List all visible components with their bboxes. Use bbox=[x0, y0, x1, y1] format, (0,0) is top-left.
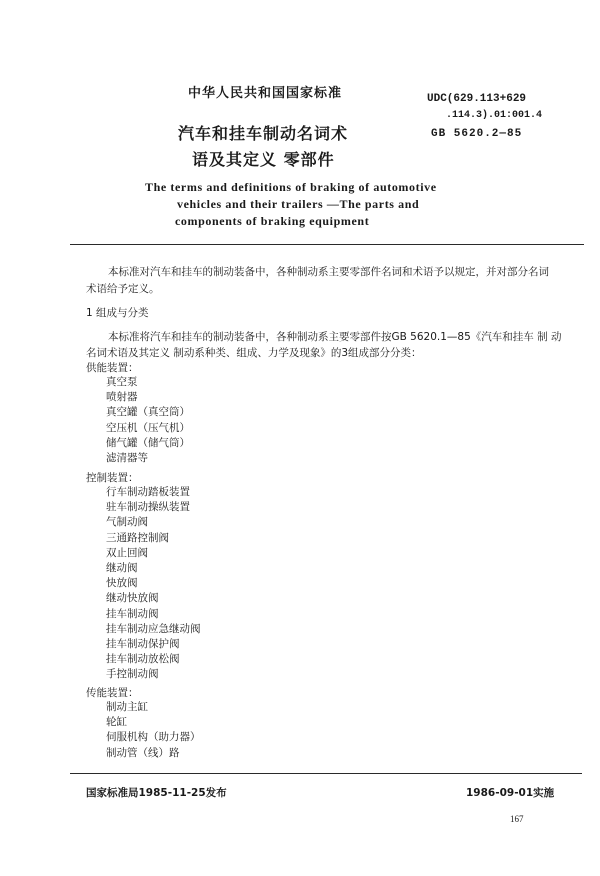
transmission-items-list bbox=[106, 700, 201, 761]
udc-code-continued: .114.3).01:001.4 bbox=[446, 110, 543, 121]
country-standard-heading: 中华人民共和国国家标准 bbox=[188, 86, 343, 101]
list-item: 真空罐（真空筒） bbox=[106, 406, 190, 419]
list-item: 挂车制动阀 bbox=[106, 607, 159, 620]
title-english-line-2: vehicles and their trailers —The parts and bbox=[177, 197, 420, 211]
list-item: 空压机（压气机） bbox=[106, 421, 190, 434]
list-item: 制动管（线）路 bbox=[106, 746, 180, 759]
section-1-body-line-1: 本标准将汽车和挂车的制动装备中，各种制动系主要零部件按GB 5620.1—85《汽车和挂车 制 动 bbox=[108, 331, 562, 343]
section-1-body-line-2: 名词术语及其定义 制动系种类、组成、力学及现象》的3组成部分分类： bbox=[86, 347, 422, 359]
list-item: 驻车制动操纵装置 bbox=[106, 501, 190, 514]
title-english-line-3: components of braking equipment bbox=[175, 214, 370, 228]
list-item: 挂车制动应急继动阀 bbox=[106, 622, 201, 635]
list-item: 手控制动阀 bbox=[106, 668, 159, 681]
header-divider bbox=[70, 244, 584, 245]
list-item: 继动快放阀 bbox=[106, 592, 159, 605]
list-item: 真空泵 bbox=[106, 376, 138, 388]
list-item: 制动主缸 bbox=[106, 701, 148, 713]
list-item: 三通路控制阀 bbox=[106, 531, 169, 544]
list-item: 喷射器 bbox=[106, 391, 138, 404]
transmission-group-label: 传能装置： bbox=[86, 687, 139, 699]
intro-paragraph-line-2: 术语给予定义。 bbox=[86, 283, 160, 295]
list-item: 继动阀 bbox=[106, 561, 138, 574]
title-english-line-1: The terms and definitions of braking of automotive bbox=[145, 180, 437, 194]
issue-date: 国家标准局1985-11-25发布 bbox=[86, 787, 227, 799]
effective-date: 1986-09-01实施 bbox=[466, 787, 555, 799]
list-item: 挂车制动放松阀 bbox=[106, 653, 180, 666]
intro-paragraph-line-1: 本标准对汽车和挂车的制动装备中，各种制动系主要零部件名词和术语予以规定，并对部分名词 bbox=[108, 266, 549, 278]
list-item: 气制动阀 bbox=[106, 516, 148, 529]
udc-code: UDC(629.113+629 bbox=[427, 93, 527, 105]
control-items-list bbox=[106, 485, 201, 682]
list-item: 轮缸 bbox=[106, 716, 127, 729]
list-item: 快放阀 bbox=[106, 577, 138, 590]
title-chinese-line-2: 语及其定义 零部件 bbox=[192, 150, 335, 169]
section-1-heading: 1 组成与分类 bbox=[86, 307, 149, 319]
list-item: 挂车制动保护阀 bbox=[106, 637, 180, 650]
control-group-label: 控制装置： bbox=[86, 472, 139, 484]
page-number: 167 bbox=[510, 814, 524, 824]
list-item: 滤清器等 bbox=[106, 451, 148, 464]
title-chinese-line-1: 汽车和挂车制动名词术 bbox=[178, 124, 349, 143]
list-item: 伺服机构（助力器） bbox=[106, 731, 201, 744]
footer-divider bbox=[70, 773, 582, 774]
gb-standard-number: GB 5620.2—85 bbox=[431, 128, 523, 140]
list-item: 储气罐（储气筒） bbox=[106, 436, 190, 449]
supply-group-label: 供能装置： bbox=[86, 362, 139, 374]
list-item: 行车制动踏板装置 bbox=[106, 486, 190, 498]
supply-items-list bbox=[106, 375, 190, 466]
list-item: 双止回阀 bbox=[106, 546, 148, 559]
